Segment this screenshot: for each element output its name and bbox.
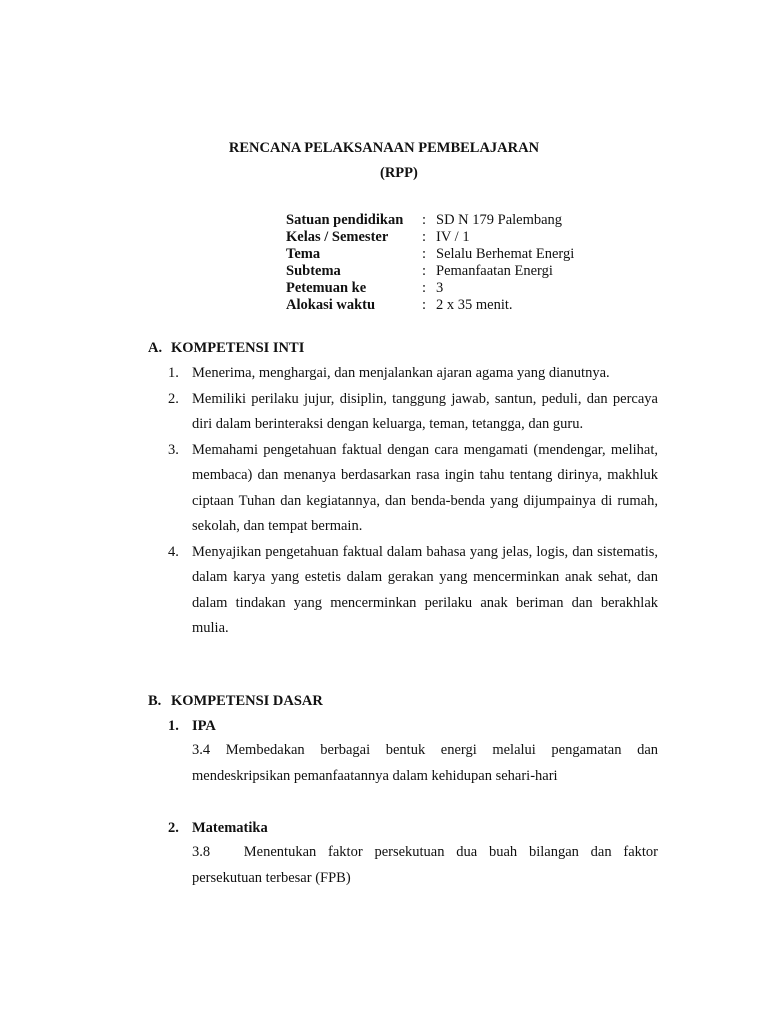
info-row <box>286 246 574 263</box>
info-key: Subtema <box>286 263 341 279</box>
info-value: 2 x 35 menit. <box>436 297 513 313</box>
list-item <box>168 540 658 642</box>
list-item <box>168 387 658 438</box>
kd-ipa-paragraph <box>192 738 658 789</box>
info-sep: : <box>422 212 427 228</box>
info-value: Selalu Berhemat Energi <box>436 246 575 262</box>
list-item <box>168 438 658 540</box>
subsection-number: 2. <box>168 820 179 836</box>
section-heading-text: KOMPETENSI INTI <box>171 340 305 356</box>
kd-text: Menentukan faktor persekutuan dua buah bilangan dan faktor persekutuan terbesar (FPB) <box>192 844 659 886</box>
info-table <box>286 212 574 314</box>
subsection-matematika-heading <box>168 819 268 837</box>
info-key: Petemuan ke <box>286 280 367 296</box>
info-value: Pemanfaatan Energi <box>436 263 553 279</box>
kd-text: Membedakan berbagai bentuk energi melalui pengamatan dan mendeskripsikan pemanfaatannya dalam kehidupan sehari-hari <box>192 742 659 784</box>
item-text: Memahami pengetahuan faktual dengan cara mengamati (mendengar, melihat, membaca) dan menanya berdasarkan rasa ingin tahu tentang dirinya, makhluk ciptaan Tuhan dan kegiatannya, dan benda-benda yang dijumpainya di rumah, sekolah, dan tempat bermain. <box>192 441 658 534</box>
section-letter: B. <box>148 693 162 709</box>
info-key: Tema <box>286 246 321 262</box>
info-key: Alokasi waktu <box>286 297 376 313</box>
info-row <box>286 229 574 246</box>
info-row <box>286 280 574 297</box>
info-value: 3 <box>436 280 444 296</box>
document-subtitle: (RPP) <box>380 165 418 181</box>
info-value: SD N 179 Palembang <box>436 212 563 228</box>
subsection-number: 1. <box>168 718 179 734</box>
kd-code: 3.8 <box>192 844 211 860</box>
item-number: 1. <box>168 365 179 381</box>
item-number: 3. <box>168 441 179 458</box>
subsection-title: Matematika <box>192 820 268 836</box>
info-sep: : <box>422 229 427 245</box>
section-a-heading <box>148 339 304 357</box>
info-row <box>286 212 574 229</box>
subsection-ipa-heading <box>168 717 216 735</box>
info-sep: : <box>422 246 427 262</box>
section-b-heading <box>148 692 323 710</box>
list-item <box>168 361 658 387</box>
section-letter: A. <box>148 340 163 356</box>
info-sep: : <box>422 297 427 313</box>
item-text: Memiliki perilaku jujur, disiplin, tanggung jawab, santun, peduli, dan percaya diri dalam berinteraksi dengan keluarga, teman, tetangga, dan guru. <box>192 390 658 432</box>
info-row <box>286 263 574 280</box>
section-heading-text: KOMPETENSI DASAR <box>171 693 323 709</box>
info-sep: : <box>422 280 427 296</box>
subsection-title: IPA <box>192 718 216 734</box>
kd-matematika-paragraph <box>192 840 658 891</box>
info-value: IV / 1 <box>436 229 470 245</box>
document-title: RENCANA PELAKSANAAN PEMBELAJARAN <box>228 140 540 156</box>
kompetensi-inti-list <box>168 361 658 642</box>
kd-code: 3.4 <box>192 742 211 758</box>
info-key: Kelas / Semester <box>286 229 389 245</box>
item-text: Menerima, menghargai, dan menjalankan ajaran agama yang dianutnya. <box>192 365 610 381</box>
item-number: 4. <box>168 543 179 560</box>
info-key: Satuan pendidikan <box>286 212 404 228</box>
info-row <box>286 297 574 314</box>
info-sep: : <box>422 263 427 279</box>
item-number: 2. <box>168 390 179 407</box>
item-text: Menyajikan pengetahuan faktual dalam bahasa yang jelas, logis, dan sistematis, dalam karya yang estetis dalam gerakan yang mencerminkan anak sehat, dan dalam tindakan yang mencerminkan perilaku anak beriman dan berakhlak mulia. <box>192 543 658 636</box>
